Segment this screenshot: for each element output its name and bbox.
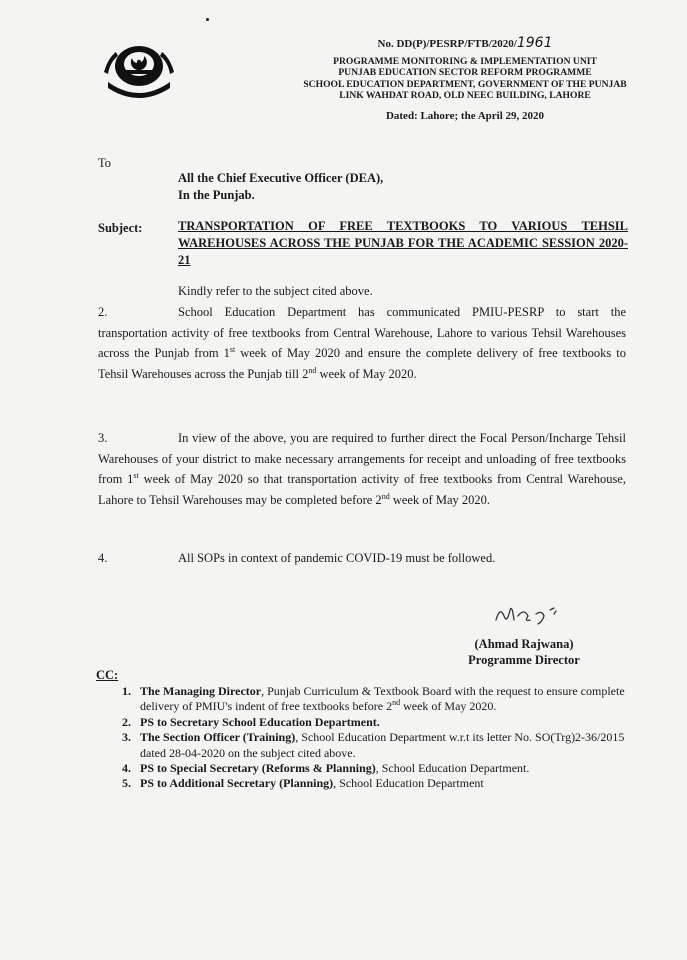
letterhead-line: SCHOOL EDUCATION DEPARTMENT, GOVERNMENT OF THE PUNJAB xyxy=(303,78,627,90)
letterhead-line: PROGRAMME MONITORING & IMPLEMENTATION UNIT xyxy=(333,55,597,67)
addressee-line: All the Chief Executive Officer (DEA), xyxy=(178,171,384,185)
paragraph-3 xyxy=(98,428,626,510)
cc-item-recipient: The Managing Director xyxy=(140,684,262,698)
cc-item xyxy=(122,761,630,776)
cc-item-text: , School Education Department w.r.t its letter No. SO(Trg)2-36/2015 dated 28-04-2020 on the subject cited above. xyxy=(140,730,625,760)
ordinal-suffix: st xyxy=(133,471,139,481)
addressee-line: In the Punjab. xyxy=(178,188,255,202)
to-label: To xyxy=(98,156,112,170)
government-emblem-logo xyxy=(100,42,178,104)
paragraph-number: 4. xyxy=(98,551,108,565)
letterhead-line: LINK WAHDAT ROAD, OLD NEEC BUILDING, LAHORE xyxy=(339,90,591,101)
paragraph-text: week of May 2020 and ensure the complete delivery of free textbooks to Tehsil Warehouses across the Punjab till 2 xyxy=(98,346,627,381)
signature-mark xyxy=(492,600,566,628)
paragraph-text: week of May 2020. xyxy=(316,366,417,381)
signatory-title: Programme Director xyxy=(468,653,580,667)
scan-speck xyxy=(206,18,209,21)
cc-item-recipient: PS to Additional Secretary (Planning) xyxy=(140,776,334,791)
reference-number-printed: No. DD(P)/PESRP/FTB/2020/ xyxy=(377,38,517,50)
cc-item-text: week of May 2020. xyxy=(400,699,497,714)
subject-text: TRANSPORTATION OF FREE TEXTBOOKS TO VARIOUS TEHSIL WAREHOUSES ACROSS THE PUNJAB FOR THE ACADEMIC SESSION 2020-21 xyxy=(178,219,628,267)
paragraph-text: week of May 2020 so that transportation activity of free textbooks from Central Warehouse, Lahore to Tehsil Warehouses may be completed before 2 xyxy=(98,472,626,507)
subject-label: Subject: xyxy=(98,221,143,235)
cc-item xyxy=(122,715,630,730)
paragraph-4 xyxy=(98,551,495,566)
cc-item-number: 3. xyxy=(122,730,131,745)
reference-number xyxy=(300,35,630,51)
cc-item xyxy=(122,776,630,791)
paragraph-text: In view of the above, you are required to further direct the Focal Person/Incharge Tehsil Warehouses of your district to make necessary arrangements for receipt and unloading of free textbooks from 1 xyxy=(98,431,626,487)
addressee xyxy=(178,170,383,204)
reference-number-handwritten: 1961 xyxy=(516,35,553,51)
paragraph-2 xyxy=(98,302,626,384)
cc-item-recipient: The Section Officer (Training) xyxy=(140,730,296,745)
cc-item-text: , Punjab Curriculum & Textbook Board with the request to ensure complete delivery of PMIU's indent of free textbooks before 2 xyxy=(140,684,625,714)
cc-label: CC: xyxy=(96,668,119,682)
paragraph-text: All SOPs in context of pandemic COVID-19 must be followed. xyxy=(178,551,496,565)
letter-date: Dated: Lahore; the April 29, 2020 xyxy=(385,109,545,122)
cc-item-number: 2. xyxy=(122,714,131,729)
ordinal-suffix: nd xyxy=(381,491,390,501)
paragraph-number: 3. xyxy=(98,431,108,445)
ordinal-suffix: nd xyxy=(392,698,401,708)
ordinal-suffix: nd xyxy=(308,365,317,375)
paragraph-text: School Education Department has communicated PMIU-PESRP to start the transportation activity of free textbooks from Central Warehouse, Lahore to various Tehsil Warehouses across the Punjab from 1 xyxy=(98,305,626,361)
cc-item-recipient: PS to Special Secretary (Reforms & Planning) xyxy=(140,761,376,776)
signatory-block xyxy=(458,636,590,668)
cc-item-text: , School Education Department xyxy=(333,776,484,791)
ordinal-suffix: st xyxy=(229,345,236,355)
cc-item-number: 5. xyxy=(122,776,131,791)
cc-item xyxy=(122,684,630,715)
paragraph-number: 2. xyxy=(98,305,108,319)
paragraph-text: week of May 2020. xyxy=(389,492,491,507)
opening-line: Kindly refer to the subject cited above. xyxy=(178,284,373,298)
letterhead xyxy=(300,35,630,122)
cc-item-recipient: PS to Secretary School Education Department. xyxy=(140,714,380,729)
cc-item-number: 1. xyxy=(122,684,131,698)
cc-item-text: , School Education Department. xyxy=(375,761,530,776)
cc-list xyxy=(122,684,630,792)
letterhead-line: PUNJAB EDUCATION SECTOR REFORM PROGRAMME xyxy=(338,67,592,78)
signatory-name: (Ahmad Rajwana) xyxy=(474,637,574,651)
cc-item-number: 4. xyxy=(122,761,131,776)
cc-item xyxy=(122,730,630,761)
